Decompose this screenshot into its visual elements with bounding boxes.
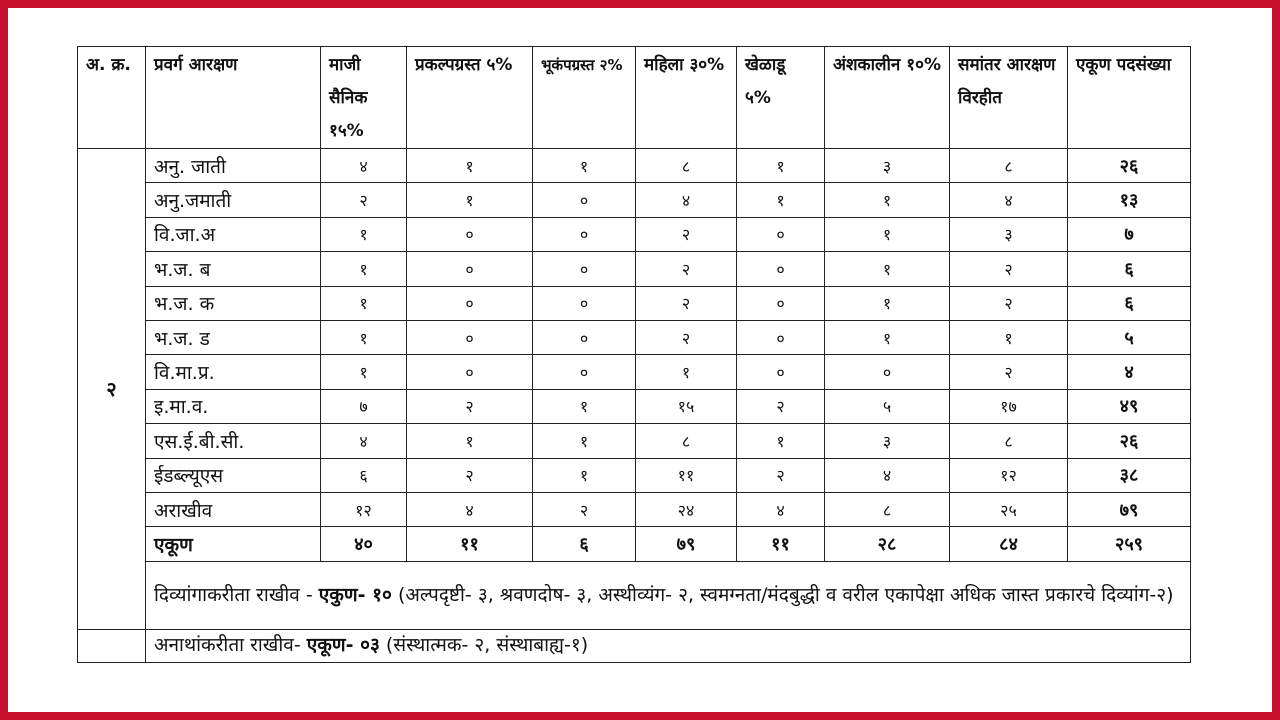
value-cell: ० bbox=[737, 355, 825, 389]
row-total: २६ bbox=[1068, 149, 1191, 183]
total-cell: ११ bbox=[737, 527, 825, 561]
value-cell: ३ bbox=[950, 217, 1068, 251]
value-cell: ४ bbox=[407, 492, 533, 526]
value-cell: १ bbox=[737, 424, 825, 458]
value-cell: १ bbox=[636, 355, 737, 389]
header-category: प्रवर्ग आरक्षण bbox=[146, 47, 321, 149]
total-cell: ७९ bbox=[636, 527, 737, 561]
value-cell: ० bbox=[825, 355, 950, 389]
header-ex-soldier: माजी सैनिक १५% bbox=[321, 47, 407, 149]
category-cell: अराखीव bbox=[146, 492, 321, 526]
value-cell: १ bbox=[321, 320, 407, 354]
row-total: १३ bbox=[1068, 183, 1191, 217]
value-cell: ० bbox=[533, 217, 636, 251]
row-total: ७९ bbox=[1068, 492, 1191, 526]
value-cell: १ bbox=[407, 183, 533, 217]
row-total: ६ bbox=[1068, 252, 1191, 286]
value-cell: ८ bbox=[825, 492, 950, 526]
row-total: ६ bbox=[1068, 286, 1191, 320]
value-cell: ८ bbox=[950, 149, 1068, 183]
row-total: ७ bbox=[1068, 217, 1191, 251]
total-cell: ११ bbox=[407, 527, 533, 561]
header-sr: अ. क्र. bbox=[78, 47, 146, 149]
value-cell: १ bbox=[533, 389, 636, 423]
value-cell: ८ bbox=[636, 149, 737, 183]
value-cell: २ bbox=[407, 389, 533, 423]
table-row bbox=[78, 492, 1191, 526]
value-cell: २ bbox=[737, 458, 825, 492]
value-cell: १ bbox=[825, 252, 950, 286]
value-cell: ११ bbox=[636, 458, 737, 492]
category-cell: अनु.जमाती bbox=[146, 183, 321, 217]
value-cell: ० bbox=[737, 320, 825, 354]
value-cell: १ bbox=[825, 286, 950, 320]
value-cell: १२ bbox=[321, 492, 407, 526]
value-cell: ४ bbox=[825, 458, 950, 492]
table-row bbox=[78, 355, 1191, 389]
total-cell: ४० bbox=[321, 527, 407, 561]
value-cell: २५ bbox=[950, 492, 1068, 526]
value-cell: ० bbox=[407, 355, 533, 389]
value-cell: ८ bbox=[636, 424, 737, 458]
value-cell: ० bbox=[737, 217, 825, 251]
total-row bbox=[78, 527, 1191, 561]
header-row bbox=[78, 47, 1191, 149]
table-row bbox=[78, 217, 1191, 251]
value-cell: २ bbox=[950, 286, 1068, 320]
total-cell: ८४ bbox=[950, 527, 1068, 561]
value-cell: १५ bbox=[636, 389, 737, 423]
header-women: महिला ३०% bbox=[636, 47, 737, 149]
value-cell: १ bbox=[825, 320, 950, 354]
row-total: ५ bbox=[1068, 320, 1191, 354]
category-cell: वि.जा.अ bbox=[146, 217, 321, 251]
value-cell: १ bbox=[825, 217, 950, 251]
note-bold: एकूण- ०३ bbox=[306, 634, 380, 657]
value-cell: १ bbox=[407, 149, 533, 183]
row-total: ३८ bbox=[1068, 458, 1191, 492]
value-cell: ० bbox=[533, 320, 636, 354]
value-cell: १ bbox=[950, 320, 1068, 354]
value-cell: १ bbox=[321, 355, 407, 389]
category-cell: अनु. जाती bbox=[146, 149, 321, 183]
category-cell: भ.ज. ब bbox=[146, 252, 321, 286]
value-cell: ५ bbox=[825, 389, 950, 423]
value-cell: २४ bbox=[636, 492, 737, 526]
table-row bbox=[78, 183, 1191, 217]
value-cell: १ bbox=[321, 286, 407, 320]
value-cell: २ bbox=[636, 286, 737, 320]
row-total: २६ bbox=[1068, 424, 1191, 458]
row-total: ४ bbox=[1068, 355, 1191, 389]
total-label: एकूण bbox=[146, 527, 321, 561]
table-row bbox=[78, 149, 1191, 183]
value-cell: १ bbox=[533, 424, 636, 458]
value-cell: १ bbox=[737, 149, 825, 183]
value-cell: १ bbox=[321, 252, 407, 286]
grand-total: २५९ bbox=[1068, 527, 1191, 561]
value-cell: २ bbox=[636, 320, 737, 354]
value-cell: १२ bbox=[950, 458, 1068, 492]
header-project-affected: प्रकल्पग्रस्त ५% bbox=[407, 47, 533, 149]
value-cell: १७ bbox=[950, 389, 1068, 423]
value-cell: १ bbox=[407, 424, 533, 458]
value-cell: २ bbox=[636, 217, 737, 251]
category-cell: भ.ज. ड bbox=[146, 320, 321, 354]
value-cell: ० bbox=[407, 286, 533, 320]
category-cell: एस.ई.बी.सी. bbox=[146, 424, 321, 458]
disability-note-row bbox=[78, 561, 1191, 629]
value-cell: ७ bbox=[321, 389, 407, 423]
value-cell: २ bbox=[321, 183, 407, 217]
note-rest: (अल्पदृष्टी- ३, श्रवणदोष- ३, अस्थीव्यंग- २, स्वमग्नता/मंदबुद्धी व वरील एकापेक्षा अधिक जास्त प्रकारचे दिव्यांग-२) bbox=[391, 583, 1174, 606]
total-cell: २८ bbox=[825, 527, 950, 561]
value-cell: २ bbox=[950, 355, 1068, 389]
header-excluding-parallel: समांतर आरक्षण विरहीत bbox=[950, 47, 1068, 149]
category-cell: वि.मा.प्र. bbox=[146, 355, 321, 389]
table-row bbox=[78, 389, 1191, 423]
table-row bbox=[78, 424, 1191, 458]
value-cell: ० bbox=[407, 252, 533, 286]
value-cell: १ bbox=[533, 458, 636, 492]
note-bold: एकुण- १० bbox=[318, 583, 392, 606]
note-rest: (संस्थात्मक- २, संस्थाबाह्य-१) bbox=[379, 634, 589, 657]
disability-note bbox=[146, 561, 1191, 629]
value-cell: ० bbox=[407, 217, 533, 251]
value-cell: ३ bbox=[825, 149, 950, 183]
value-cell: ४ bbox=[321, 149, 407, 183]
value-cell: ० bbox=[407, 320, 533, 354]
value-cell: १ bbox=[321, 217, 407, 251]
row-total: ४९ bbox=[1068, 389, 1191, 423]
value-cell: १ bbox=[825, 183, 950, 217]
value-cell: २ bbox=[737, 389, 825, 423]
total-cell: ६ bbox=[533, 527, 636, 561]
serial-number: २ bbox=[78, 149, 146, 630]
header-total-posts: एकूण पदसंख्या bbox=[1068, 47, 1191, 149]
value-cell: ० bbox=[533, 183, 636, 217]
header-sports: खेळाडू ५% bbox=[737, 47, 825, 149]
category-cell: ईडब्ल्यूएस bbox=[146, 458, 321, 492]
category-cell: भ.ज. क bbox=[146, 286, 321, 320]
value-cell: १ bbox=[737, 183, 825, 217]
value-cell: ४ bbox=[950, 183, 1068, 217]
reservation-table bbox=[77, 46, 1191, 663]
value-cell: ० bbox=[737, 286, 825, 320]
orphan-note-row bbox=[78, 629, 1191, 662]
table-row bbox=[78, 458, 1191, 492]
note-prefix: दिव्यांगाकरीता राखीव - bbox=[154, 583, 319, 606]
value-cell: ० bbox=[533, 355, 636, 389]
value-cell: २ bbox=[407, 458, 533, 492]
empty-cell bbox=[78, 629, 146, 662]
value-cell: ६ bbox=[321, 458, 407, 492]
value-cell: ३ bbox=[825, 424, 950, 458]
value-cell: २ bbox=[950, 252, 1068, 286]
value-cell: २ bbox=[533, 492, 636, 526]
value-cell: ४ bbox=[737, 492, 825, 526]
orphan-note bbox=[146, 629, 1191, 662]
value-cell: २ bbox=[636, 252, 737, 286]
table-row bbox=[78, 286, 1191, 320]
category-cell: इ.मा.व. bbox=[146, 389, 321, 423]
value-cell: ० bbox=[737, 252, 825, 286]
value-cell: ४ bbox=[636, 183, 737, 217]
value-cell: ० bbox=[533, 286, 636, 320]
header-earthquake-affected: भूकंपग्रस्त २% bbox=[533, 47, 636, 149]
table-row bbox=[78, 320, 1191, 354]
value-cell: ० bbox=[533, 252, 636, 286]
header-part-time: अंशकालीन १०% bbox=[825, 47, 950, 149]
note-prefix: अनाथांकरीता राखीव- bbox=[154, 634, 307, 657]
value-cell: १ bbox=[533, 149, 636, 183]
table-row bbox=[78, 252, 1191, 286]
value-cell: ८ bbox=[950, 424, 1068, 458]
value-cell: ४ bbox=[321, 424, 407, 458]
